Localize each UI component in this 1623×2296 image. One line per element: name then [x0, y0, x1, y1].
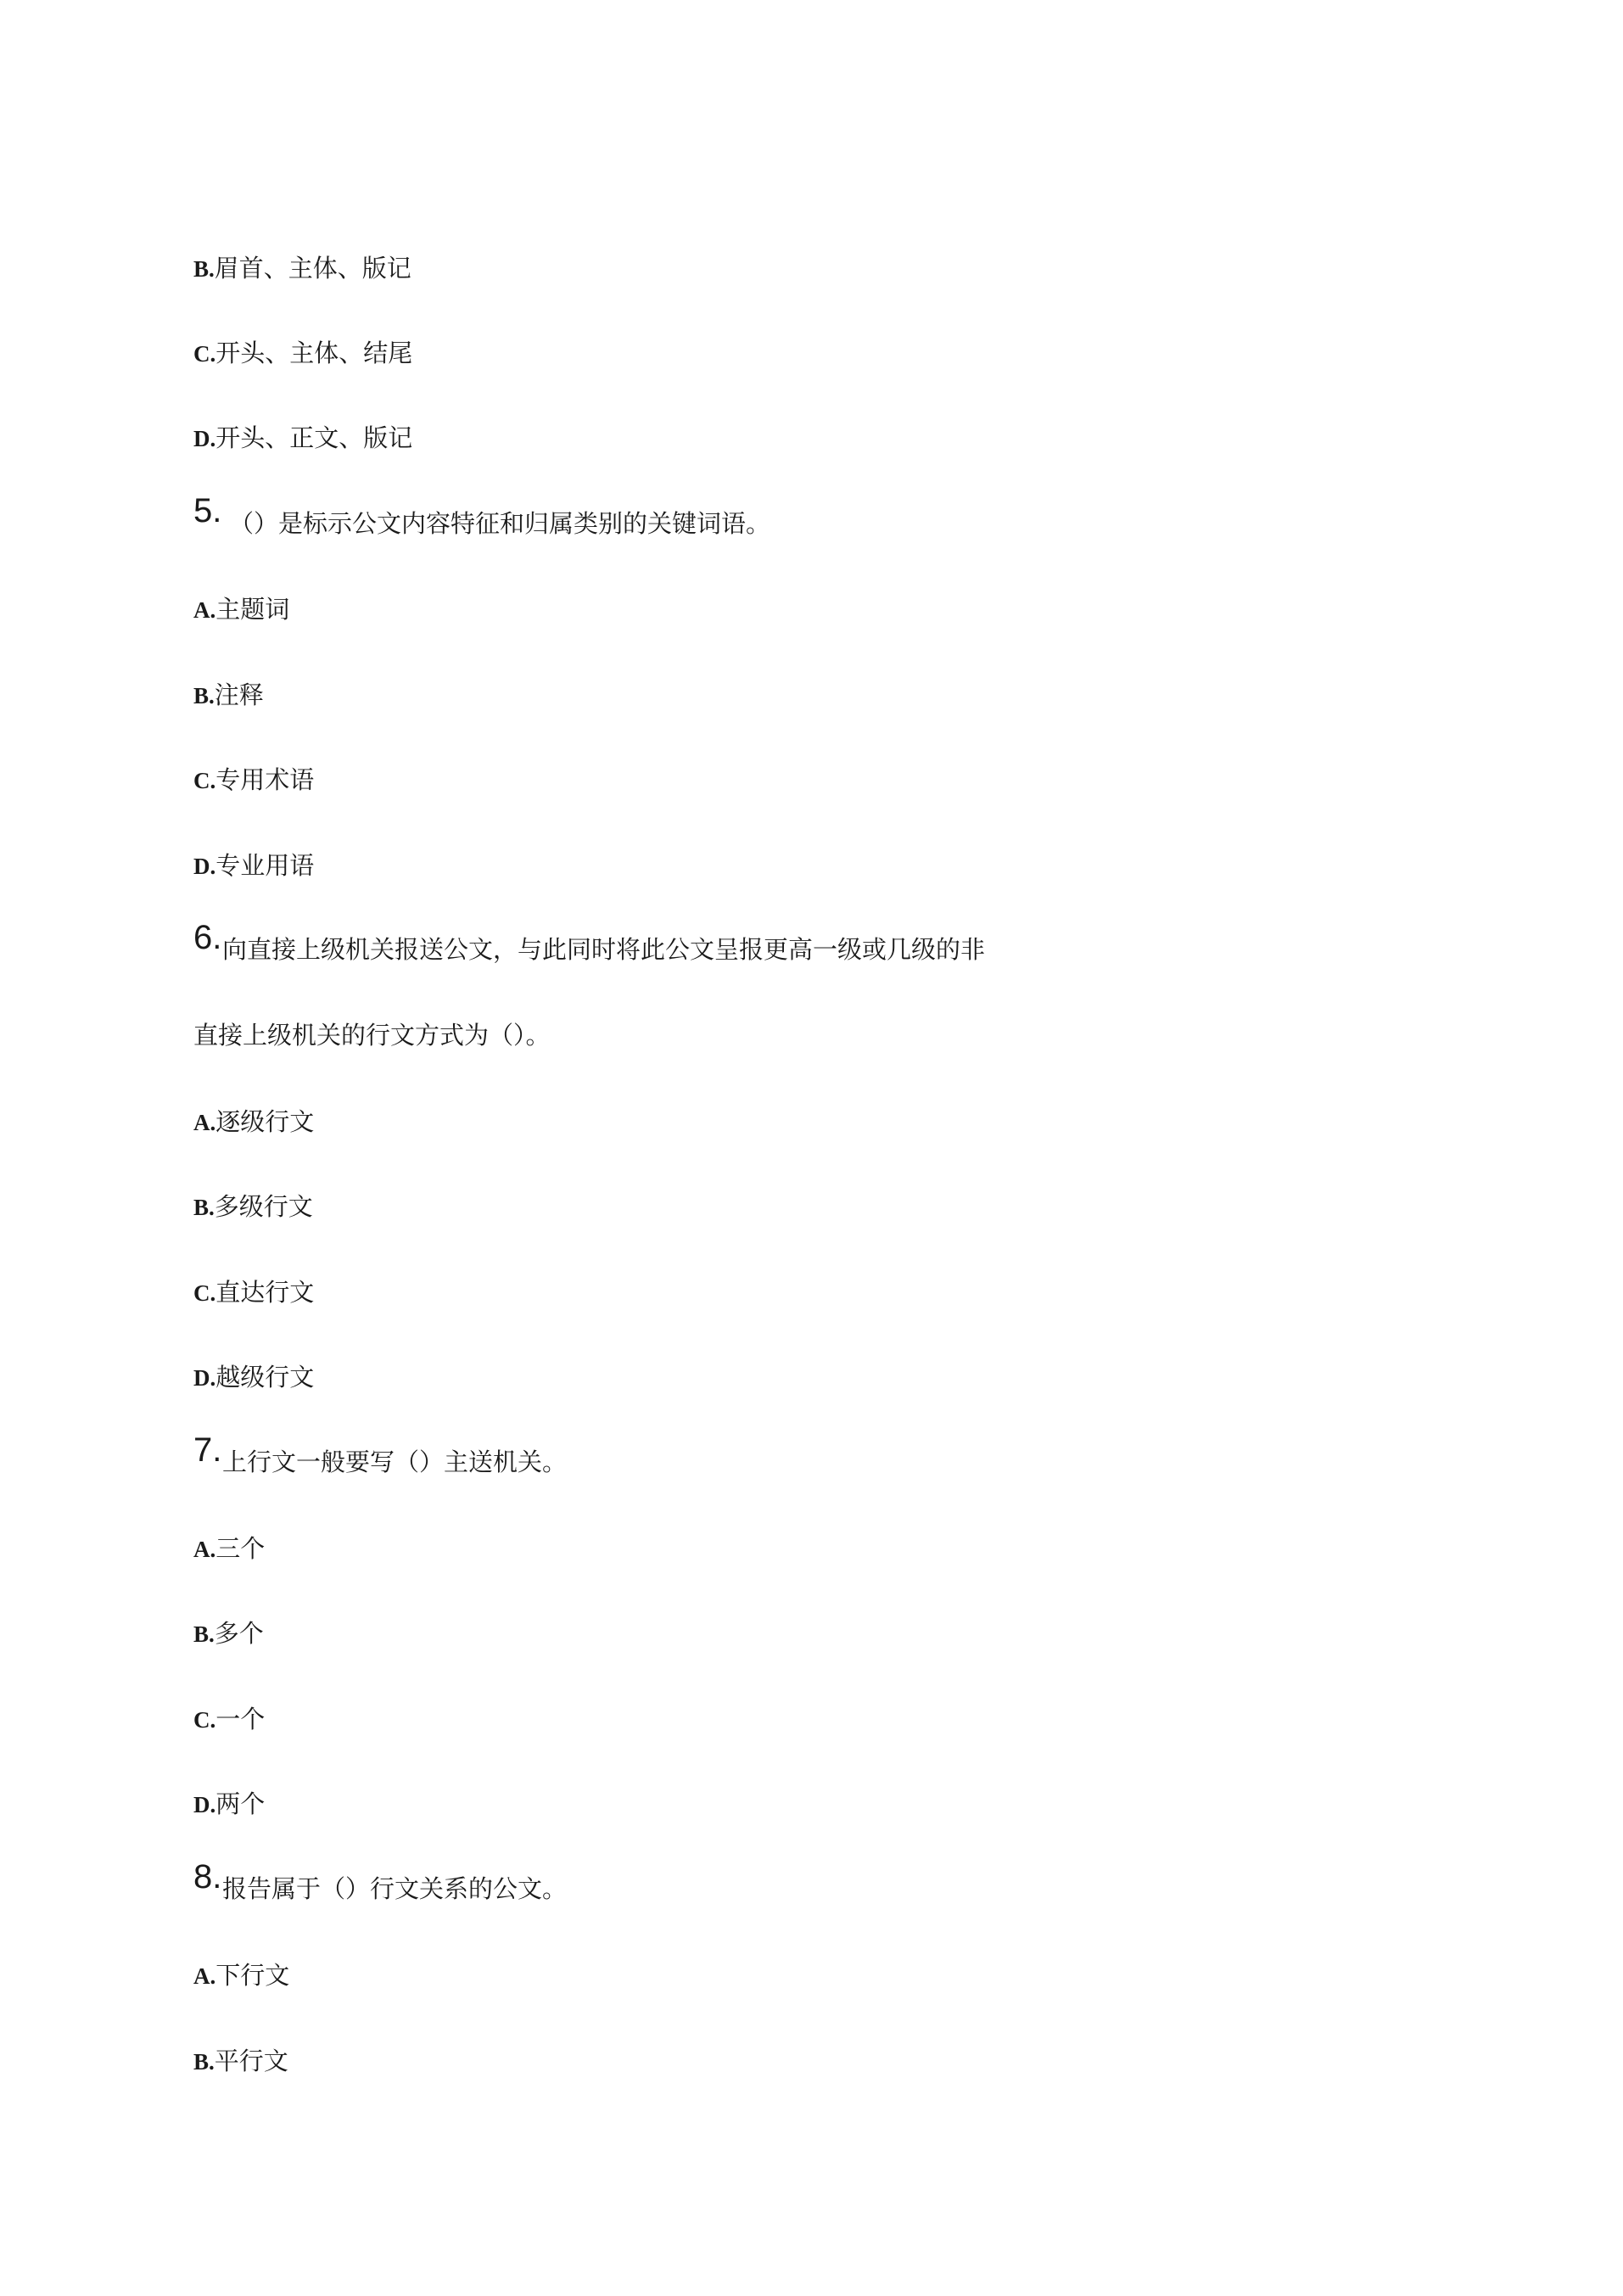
option-text: 专业用语: [215, 851, 315, 880]
q8-option-b: [193, 2044, 288, 2078]
option-letter: C.: [193, 768, 216, 793]
option-text: 逐级行文: [215, 1107, 315, 1136]
q7-option-c: [193, 1702, 265, 1736]
q6-text-line2: 直接上级机关的行文方式为（）。: [193, 1021, 551, 1050]
q8-number: 8.: [193, 1858, 222, 1896]
q6-text-line1: 向直接上级机关报送公文，与此同时将此公文呈报更高一级或几级的非: [222, 935, 986, 964]
q5-option-d: [193, 848, 314, 882]
q6-number: 6.: [193, 919, 222, 956]
q6-option-d: [193, 1360, 314, 1394]
q8-text: 报告属于（）行文关系的公文。: [222, 1874, 568, 1903]
q7-option-a: [193, 1532, 265, 1565]
option-text: 开头、主体、结尾: [215, 339, 413, 367]
option-text: 多级行文: [214, 1192, 313, 1221]
option-text: 两个: [215, 1789, 266, 1818]
option-text: 主题词: [215, 595, 290, 624]
option-letter: A.: [193, 597, 216, 623]
option-text: 多个: [214, 1619, 264, 1648]
option-text: 注释: [214, 680, 264, 709]
option-text: 专用术语: [215, 765, 315, 794]
option-letter: C.: [193, 1707, 216, 1733]
option-letter: B.: [193, 1195, 215, 1220]
option-letter: C.: [193, 341, 216, 367]
option-letter: D.: [193, 1365, 216, 1391]
q4-option-c: [193, 336, 412, 370]
q5-text: （）是标示公文内容特征和归属类别的关键词语。: [229, 509, 771, 538]
option-text: 眉首、主体、版记: [214, 254, 411, 283]
q7-option-d: [193, 1787, 265, 1821]
q4-option-b: [193, 251, 411, 285]
option-letter: D.: [193, 854, 216, 879]
option-text: 直达行文: [215, 1278, 315, 1307]
q6-option-c: [193, 1275, 314, 1309]
option-letter: D.: [193, 1792, 216, 1817]
q8-option-a: [193, 1958, 289, 1992]
option-text: 越级行文: [215, 1363, 315, 1392]
q5-number: 5.: [193, 492, 222, 529]
q5-option-b: [193, 678, 264, 712]
q6-option-a: [193, 1105, 314, 1139]
option-letter: B.: [193, 1621, 215, 1647]
option-letter: A.: [193, 1537, 216, 1562]
option-text: 一个: [215, 1705, 266, 1733]
q5-option-a: [193, 592, 289, 626]
option-letter: B.: [193, 256, 215, 282]
q7-text: 上行文一般要写（）主送机关。: [222, 1448, 568, 1476]
option-letter: A.: [193, 1963, 216, 1989]
option-text: 三个: [215, 1534, 266, 1563]
option-letter: B.: [193, 683, 215, 708]
option-letter: C.: [193, 1280, 216, 1306]
q6-option-b: [193, 1190, 313, 1224]
option-letter: A.: [193, 1110, 216, 1135]
option-text: 下行文: [215, 1961, 290, 1990]
q7-option-b: [193, 1616, 264, 1650]
q7-number: 7.: [193, 1431, 222, 1469]
option-text: 开头、正文、版记: [215, 423, 413, 452]
option-letter: D.: [193, 426, 216, 451]
q4-option-d: [193, 421, 412, 455]
q5-option-c: [193, 763, 314, 797]
option-letter: B.: [193, 2049, 215, 2075]
option-text: 平行文: [214, 2047, 288, 2075]
